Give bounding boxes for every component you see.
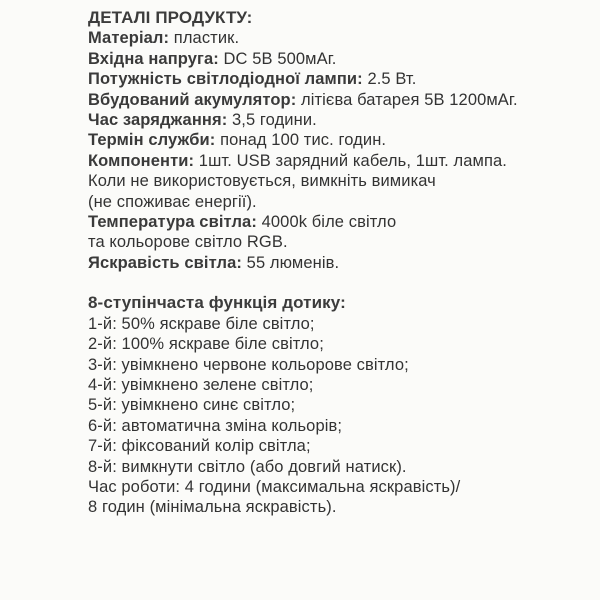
note-line: Коли не використовується, вимкніть вимикач (88, 172, 436, 191)
spec-label: Потужність світлодіодної лампи: (88, 70, 363, 89)
spec-led-power (88, 69, 600, 89)
spec-value: 2.5 Вт. (362, 70, 417, 89)
touch-step: 2-й: 100% яскраве біле світло; (88, 335, 324, 354)
spec-label: Матеріал: (88, 29, 170, 48)
spec-value: 4000k біле світло (256, 213, 397, 232)
note-line: (не споживає енергії). (88, 192, 257, 211)
spec-charge-time (88, 110, 600, 130)
touch-step: 6-й: автоматична зміна кольорів; (88, 416, 343, 435)
spec-label: Температура світла: (88, 213, 257, 232)
color-temperature-continuation: та кольорове світло RGB. (88, 233, 288, 252)
touch-step: 3-й: увімкнено червоне кольорове світло; (88, 355, 409, 374)
spec-value: DC 5В 500мАг. (218, 49, 337, 68)
spec-label: Яскравість світла: (88, 253, 242, 272)
spec-label: Вхідна напруга: (88, 49, 219, 68)
spec-color-temperature (88, 212, 600, 232)
runtime-line: Час роботи: 4 години (максимальна яскравість)/ (88, 477, 461, 496)
touch-step: 5-й: увімкнено синє світло; (88, 396, 296, 415)
spec-value: 1шт. USB зарядний кабель, 1шт. лампа. (194, 151, 507, 170)
touch-step: 4-й: увімкнено зелене світло; (88, 375, 314, 394)
runtime-line: 8 годин (мінімальна яскравість). (88, 498, 337, 517)
details-heading: ДЕТАЛІ ПРОДУКТУ: (88, 8, 253, 27)
spec-value: понад 100 тис. годин. (215, 131, 387, 150)
spec-material (88, 28, 600, 48)
spec-label: Компоненти: (88, 151, 195, 170)
spec-label: Вбудований акумулятор: (88, 90, 297, 109)
spec-value: 55 люменів. (241, 253, 340, 272)
touch-step: 8-й: вимкнути світло (або довгий натиск). (88, 457, 407, 476)
spec-lifetime (88, 130, 600, 150)
spec-value: пластик. (169, 29, 240, 48)
spec-components (88, 151, 600, 171)
spec-label: Час заряджання: (88, 111, 228, 130)
touch-function-heading: 8-ступінчаста функція дотику: (88, 293, 346, 313)
spec-brightness (88, 253, 600, 273)
spec-label: Термін служби: (88, 131, 216, 150)
touch-step: 7-й: фіксований колір світла; (88, 437, 311, 456)
touch-step: 1-й: 50% яскраве біле світло; (88, 314, 315, 333)
section-spacer (88, 273, 600, 293)
spec-input-voltage (88, 49, 600, 69)
spec-value: літієва батарея 5В 1200мАг. (296, 90, 518, 109)
spec-value: 3,5 години. (227, 111, 317, 130)
spec-battery (88, 90, 600, 110)
